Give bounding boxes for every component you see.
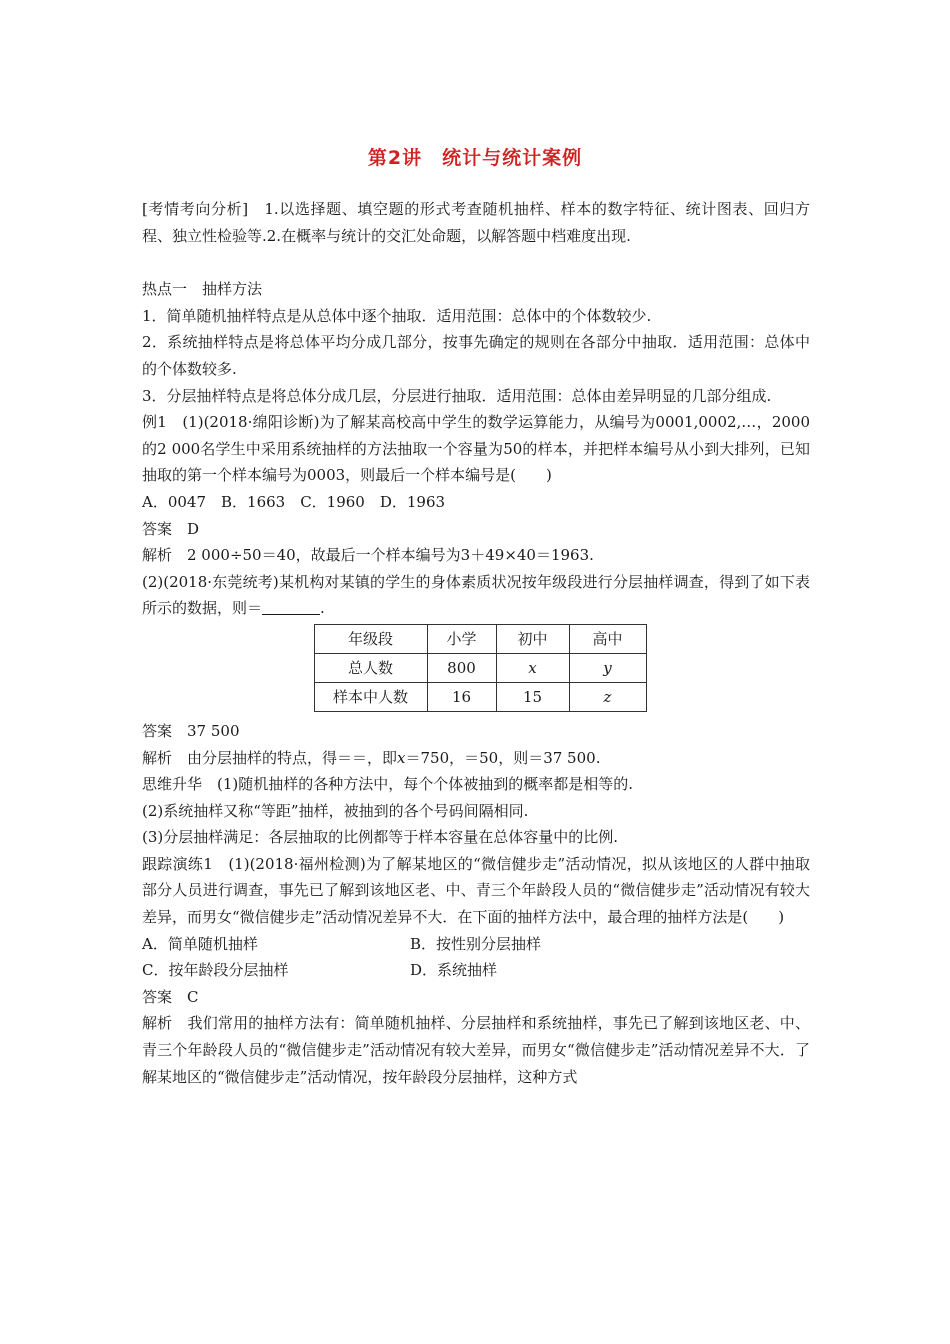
data-table-wrapper bbox=[142, 624, 810, 712]
track1-options-row-1 bbox=[142, 931, 810, 958]
thinking-point-3: (3)分层抽样满足：各层抽取的比例都等于样本容量在总体容量中的比例. bbox=[142, 828, 619, 847]
hot1-point-2: 2．系统抽样特点是将总体平均分成几部分，按事先确定的规则在各部分中抽取．适用范围：总体中的个体数较多. bbox=[142, 333, 810, 378]
table-cell: 800 bbox=[427, 653, 496, 682]
table-cell: 16 bbox=[427, 682, 496, 711]
track1-analysis: 解析 我们常用的抽样方法有：简单随机抽样、分层抽样和系统抽样，事先已了解到该地区老、中、青三个年龄段人员的“微信健步走”活动情况有较大差异，而男女“微信健步走”活动情况差异不大．了解某地区的“微信健步走”活动情况，按年龄段分层抽样，这种方式 bbox=[142, 1014, 810, 1086]
analysis-variable: x bbox=[397, 748, 406, 767]
table-cell: 样本中人数 bbox=[314, 682, 427, 711]
table-row bbox=[314, 682, 646, 711]
table-row bbox=[314, 653, 646, 682]
hot1-point-1: 1．简单随机抽样特点是从总体中逐个抽取．适用范围：总体中的个体数较少. bbox=[142, 306, 652, 325]
analysis-part: ＝750，＝50，则＝37 500. bbox=[405, 748, 601, 767]
document-body bbox=[142, 196, 810, 1090]
intro-paragraph: [考情考向分析] 1.以选择题、填空题的形式考查随机抽样、样本的数字特征、统计图表、回归方程、独立性检验等.2.在概率与统计的交汇处命题，以解答题中档难度出现. bbox=[142, 200, 810, 245]
option-b: B．按性别分层抽样 bbox=[410, 934, 542, 953]
option-c: C．按年龄段分层抽样 bbox=[142, 961, 289, 980]
page-title: 第2讲 统计与统计案例 bbox=[367, 147, 583, 169]
thinking-point-1: 思维升华 (1)随机抽样的各种方法中，每个个体被抽到的概率都是相等的. bbox=[142, 775, 634, 794]
example1-question2 bbox=[142, 569, 810, 622]
option-a: A．简单随机抽样 bbox=[142, 934, 258, 953]
example1-question1: 例1 (1)(2018·绵阳诊断)为了解某高校高中学生的数学运算能力，从编号为0001,0002,…，2000的2 000名学生中采用系统抽样的方法抽取一个容量为50的样本，并把样本编号从小到大排列，已知抽取的第一个样本编号为0003，则最后一个样本编号是( ) bbox=[142, 413, 810, 485]
example1-question1-options: A．0047 B．1663 C．1960 D．1963 bbox=[142, 492, 446, 511]
thinking-point-2: (2)系统抽样又称“等距”抽样，被抽到的各个号码间隔相同. bbox=[142, 801, 529, 820]
table-cell: y bbox=[569, 653, 646, 682]
option-d: D．系统抽样 bbox=[410, 961, 498, 980]
answer-blank bbox=[262, 598, 320, 615]
table-header-cell: 高中 bbox=[569, 624, 646, 653]
table-cell: z bbox=[569, 682, 646, 711]
track1-answer: 答案 C bbox=[142, 987, 199, 1006]
track1-question: 跟踪演练1 (1)(2018·福州检测)为了解某地区的“微信健步走”活动情况，拟从该地区的人群中抽取部分人员进行调查，事先已了解到该地区老、中、青三个年龄段人员的“微信健步走”活动情况有较大差异，而男女“微信健步走”活动情况差异不大．在下面的抽样方法中，最合理的抽样方法是( ) bbox=[142, 854, 810, 927]
table-header-row bbox=[314, 624, 646, 653]
example1-question2-text: (2)(2018·东莞统考)某机构对某镇的学生的身体素质状况按年级段进行分层抽样调查，得到了如下表所示的数据，则＝ bbox=[142, 572, 810, 618]
table-header-cell: 年级段 bbox=[314, 624, 427, 653]
example1-question1-answer: 答案 D bbox=[142, 519, 200, 538]
table-header-cell: 初中 bbox=[496, 624, 569, 653]
example1-question2-analysis bbox=[142, 745, 810, 772]
hot1-point-3: 3．分层抽样特点是将总体分成几层，分层进行抽取．适用范围：总体由差异明显的几部分组成. bbox=[142, 386, 772, 405]
track1-options-row-2 bbox=[142, 957, 810, 984]
hot1-heading: 热点一 抽样方法 bbox=[142, 280, 263, 299]
analysis-part: 解析 由分层抽样的特点，得＝＝，即 bbox=[142, 748, 398, 767]
table-cell: 15 bbox=[496, 682, 569, 711]
example1-question1-analysis: 解析 2 000÷50＝40，故最后一个样本编号为3＋49×40＝1963. bbox=[142, 546, 594, 565]
table-cell: 总人数 bbox=[314, 653, 427, 682]
example1-question2-answer: 答案 37 500 bbox=[142, 721, 240, 740]
example1-question2-end: . bbox=[320, 599, 325, 618]
table-cell: x bbox=[496, 653, 569, 682]
table-header-cell: 小学 bbox=[427, 624, 496, 653]
data-table bbox=[314, 624, 647, 712]
